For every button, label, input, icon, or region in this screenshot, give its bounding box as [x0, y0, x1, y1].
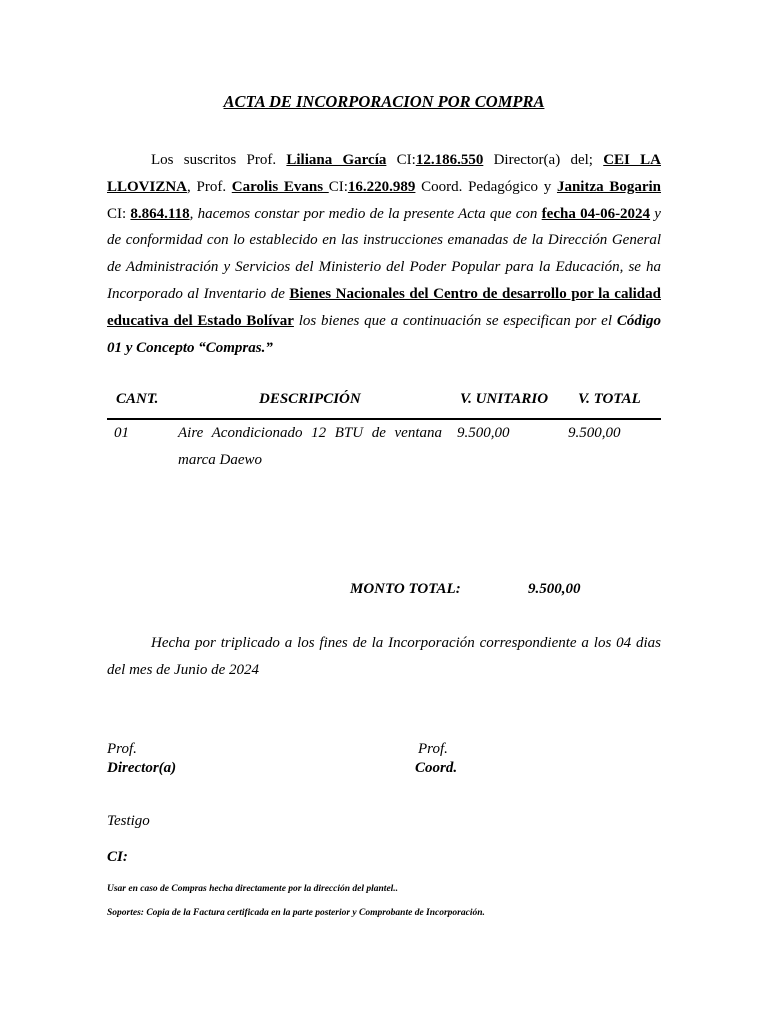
monto-total-value: 9.500,00: [528, 581, 581, 597]
cell-total: 9.500,00: [568, 425, 621, 441]
intro-text: , Prof.: [187, 178, 232, 195]
intro-text: CI:: [107, 205, 131, 222]
col-header-total: V. TOTAL: [578, 391, 641, 407]
inventory-name: Bienes Nacionales del Centro de desarrollo por la calidad educativa del Estado Bolívar: [107, 285, 661, 329]
cell-descripcion: Aire Acondicionado 12 BTU de ventana marca Daewo: [178, 425, 442, 468]
concept-code: Código 01 y Concepto “Compras.”: [107, 312, 661, 356]
director-ci: 12.186.550: [415, 152, 484, 168]
act-date: fecha 04-06-2024: [541, 205, 651, 222]
cell-cant: 01: [114, 425, 129, 441]
intro-text: y de conformidad con lo establecido en las instrucciones emanadas de la Dirección General de Administración y Servicios del Ministerio del Poder Popular para la Educación, se ha Incorporado al Inventario de: [107, 205, 661, 302]
school-name: CEI LA LLOVIZNA: [107, 152, 661, 195]
footnote-soportes: Soportes: Copia de la Factura certificada en la parte posterior y Comprobante de Incorporación.: [107, 908, 485, 918]
intro-text: , hacemos constar por medio de la presente Acta que con: [189, 205, 542, 222]
director-name: Liliana García: [286, 152, 387, 168]
closing-paragraph: Hecha por triplicado a los fines de la Incorporación correspondiente a los 04 dias del mes de Junio de 2024: [107, 635, 661, 678]
coordinator-ci: 16.220.989: [347, 178, 416, 195]
intro-text: Coord. Pedagógico y: [415, 178, 557, 195]
director-role-label: Director(a): [107, 760, 177, 776]
witness-ci-label: CI:: [107, 849, 128, 865]
intro-text: CI:: [328, 178, 348, 195]
coord-role-label: Coord.: [415, 760, 458, 776]
intro-text: Los suscritos Prof.: [151, 152, 287, 168]
col-header-cant: CANT.: [116, 391, 159, 407]
intro-text: Director(a) del;: [483, 152, 604, 168]
intro-text: CI:: [386, 152, 416, 168]
testigo-label: Testigo: [107, 813, 150, 829]
footnote-compras: Usar en caso de Compras hecha directamente por la dirección del plantel..: [107, 884, 399, 894]
coord-prof-label: Prof.: [418, 741, 448, 757]
col-header-unitario: V. UNITARIO: [460, 391, 549, 407]
third-signer-ci: 8.864.118: [130, 205, 190, 222]
cell-unitario: 9.500,00: [457, 425, 510, 441]
coordinator-name: Carolis Evans: [231, 178, 329, 195]
col-header-descripcion: DESCRIPCIÓN: [259, 391, 361, 407]
intro-paragraph: [107, 147, 661, 361]
monto-total-label: MONTO TOTAL:: [350, 581, 461, 597]
intro-text: los bienes que a continuación se especifican por el: [293, 312, 617, 329]
third-signer-name: Janitza Bogarin: [556, 178, 662, 195]
document-title: ACTA DE INCORPORACION POR COMPRA: [223, 92, 545, 111]
director-prof-label: Prof.: [107, 741, 137, 757]
